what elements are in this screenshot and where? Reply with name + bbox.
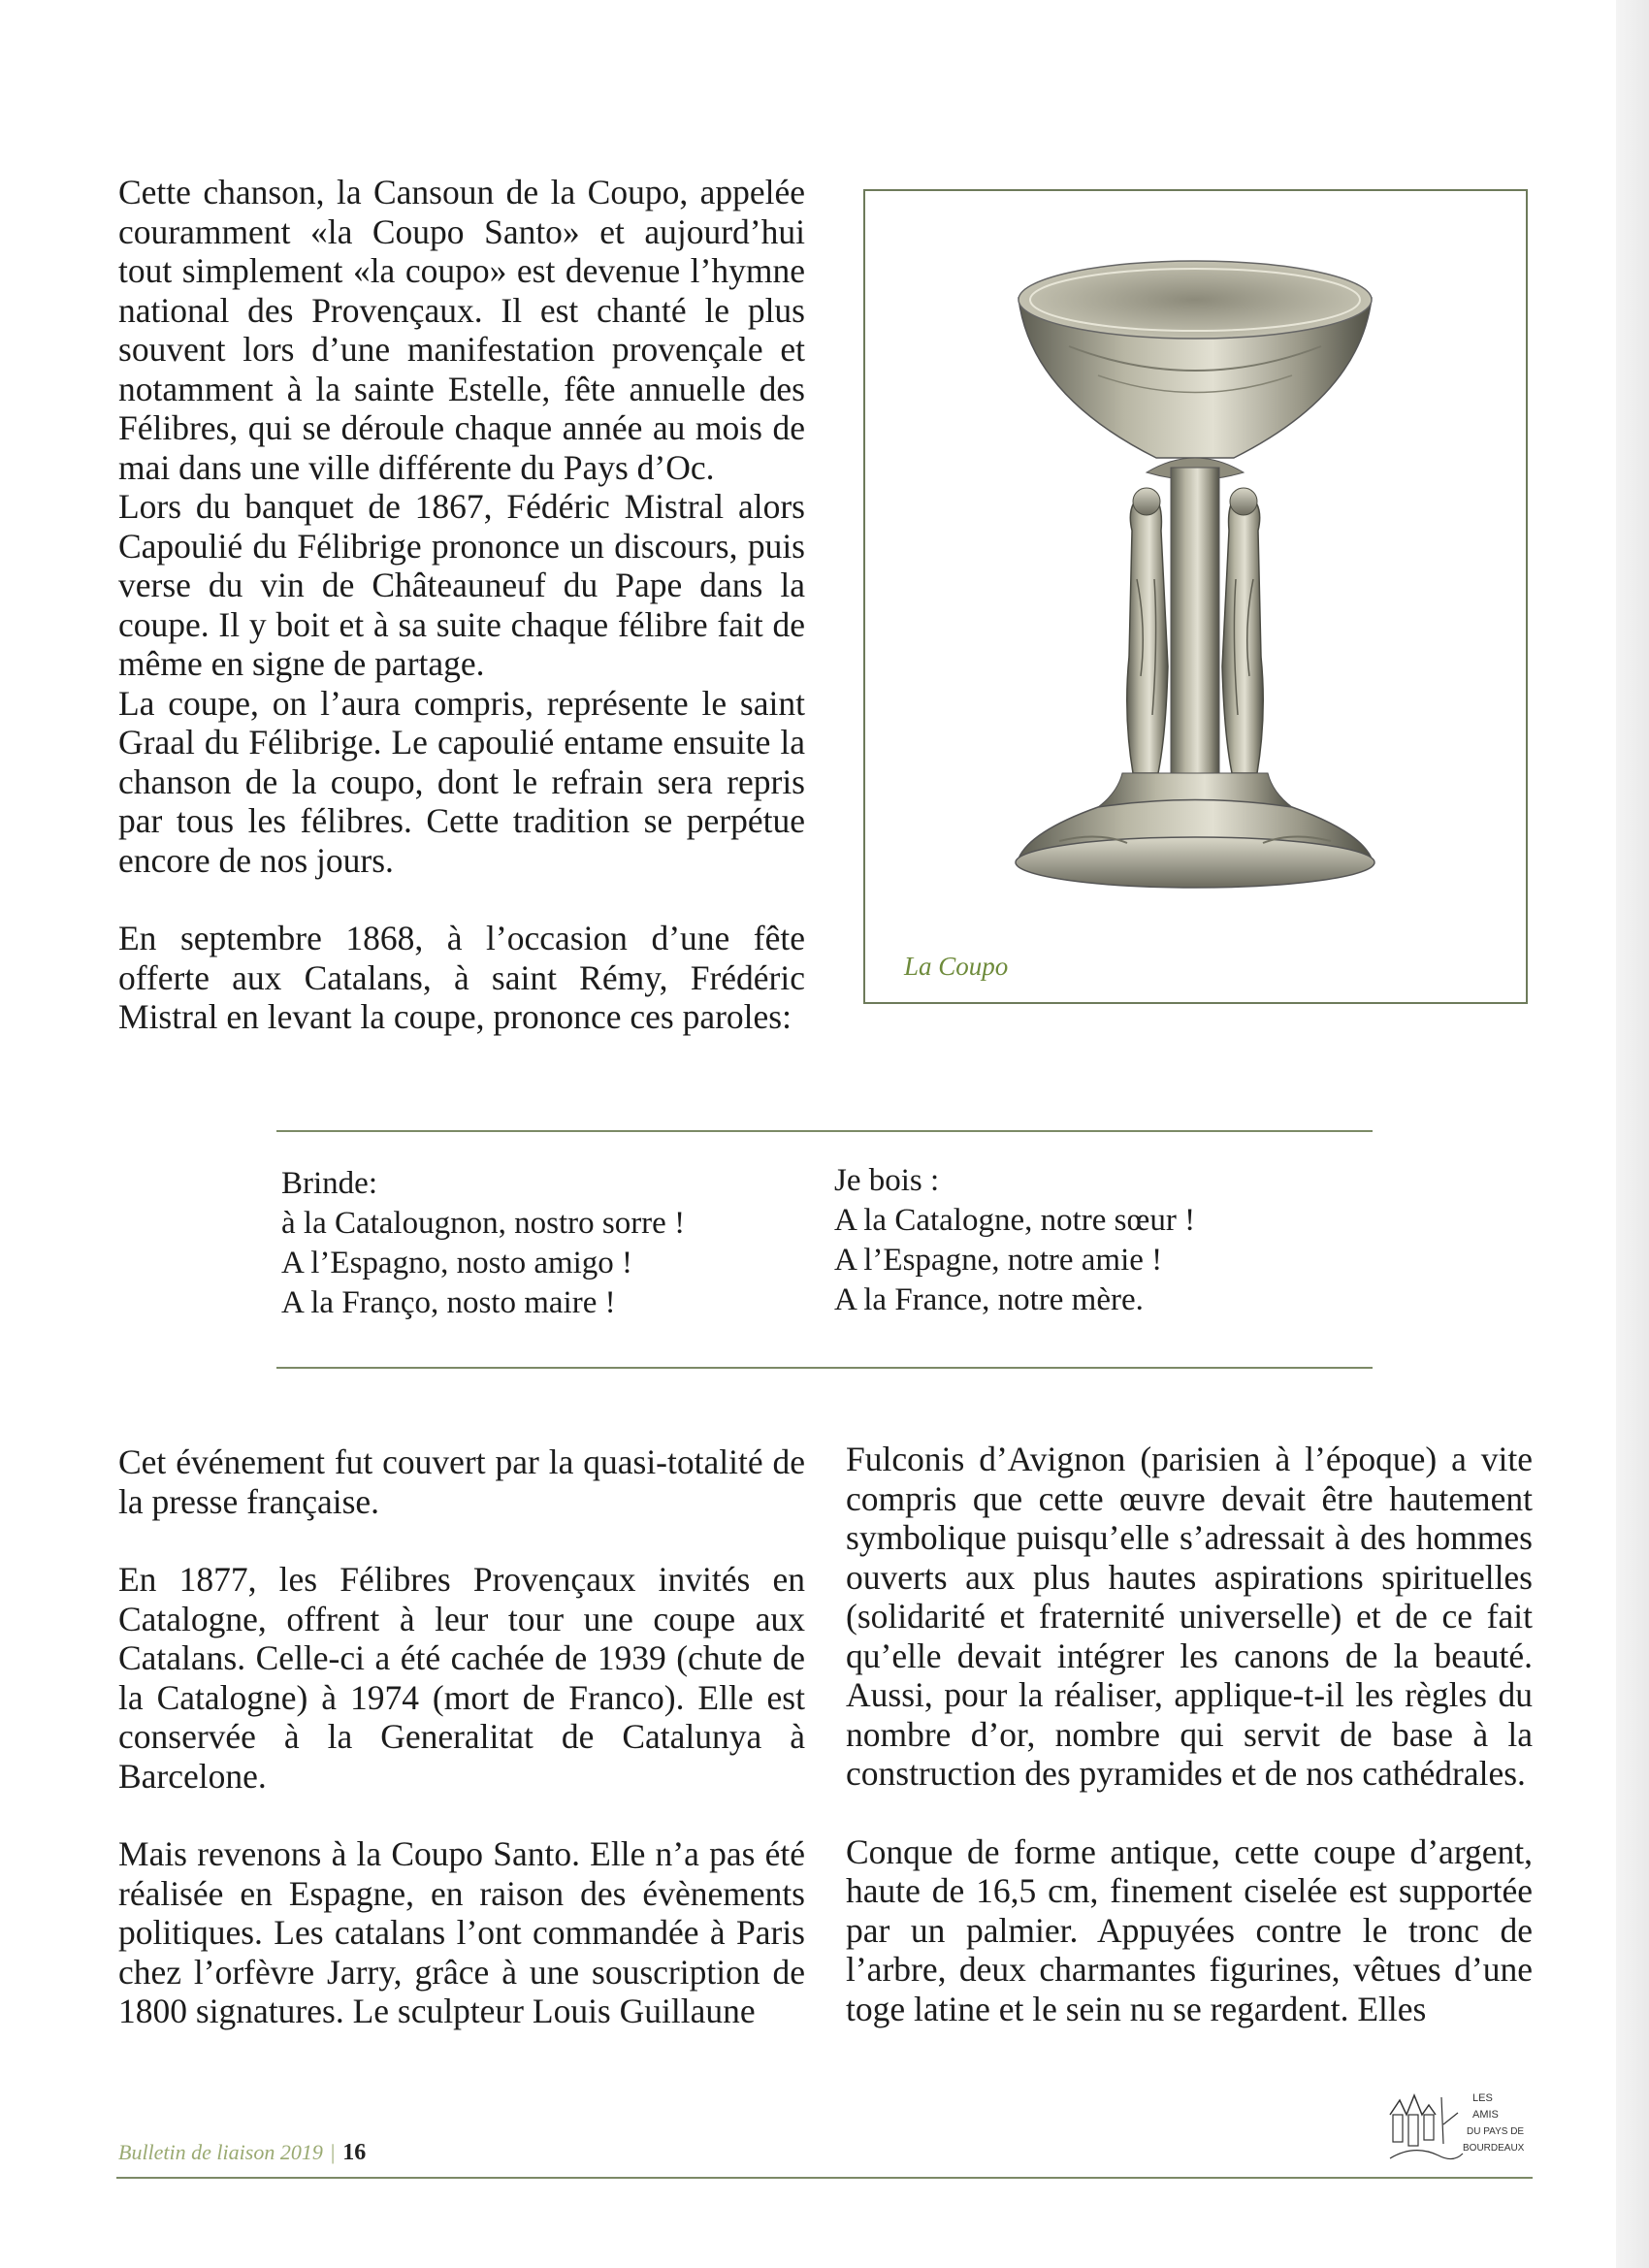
paragraph: Lors du banquet de 1867, Fédéric Mistral alors Capoulié du Félibrige prononce un discours, puis verse du vin de Châteauneuf du Pape dans la coupe. Il y boit et à sa suite chaque félibre fait de même en signe de partage. <box>118 487 805 683</box>
paragraph: En 1877, les Félibres Provençaux invités en Catalogne, offrent à leur tour une coupe aux Catalans. Celle-ci a été cachée de 1939 (chute de la Catalogne) à 1974 (mort de Franco). Elle est conservée à la Generalitat de Catalunya à Barcelone. <box>118 1560 805 1796</box>
poem-line: Brinde: <box>281 1166 377 1201</box>
poem-line: A la Catalogne, notre sœur ! <box>834 1203 1196 1238</box>
poem-line: A l’Espagne, notre amie ! <box>834 1243 1163 1278</box>
paragraph: Cet événement fut couvert par la quasi-totalité de la presse française. <box>118 1442 805 1521</box>
paragraph: Fulconis d’Avignon (parisien à l’époque) a vite compris que cette œuvre devait être hautement symbolique puisqu’elle s’adressait à des hommes ouverts aux plus hautes aspirations spirituelles (solidarité et fraternité universelle) et de ce fait qu’elle devait intégrer les canons de la beauté. Aussi, pour la réaliser, applique-t-il les règles du nombre d’or, nombre qui servit de base à la construction des pyramides et de nos cathédrales. <box>846 1440 1533 1793</box>
svg-text:LES: LES <box>1472 2092 1493 2104</box>
poem-top-rule <box>276 1130 1373 1132</box>
figure-caption: La Coupo <box>904 952 1009 981</box>
right-text-column <box>846 1440 1533 2028</box>
poem-bottom-rule <box>276 1367 1373 1369</box>
paragraph: Cette chanson, la Cansoun de la Coupo, appelée couramment «la Coupo Santo» et aujourd’hui tout simplement «la coupo» est devenue l’hymne national des Provençaux. Il est chanté le plus souvent lors d’une manifestation provençale et notamment à la sainte Estelle, fête annuelle des Félibres, qui se déroule chaque année au mois de mai dans une ville différente du Pays d’Oc. <box>118 173 805 487</box>
svg-text:BOURDEAUX: BOURDEAUX <box>1463 2143 1525 2154</box>
poem-provencal <box>281 1164 685 1323</box>
poem-french <box>834 1161 1195 1320</box>
svg-text:DU PAYS DE: DU PAYS DE <box>1467 2126 1525 2137</box>
page-edge-shadow <box>1616 0 1649 2268</box>
intro-text-column <box>118 173 805 1037</box>
poem-line: Je bois : <box>834 1163 940 1198</box>
svg-text:AMIS: AMIS <box>1472 2109 1499 2121</box>
paragraph: La coupe, on l’aura compris, représente le saint Graal du Félibrige. Le capoulié entame ensuite la chanson de la coupo, dont le refrain sera repris par tous les félibres. Cette tradition se perpétue encore de nos jours. <box>118 683 805 880</box>
poem-line: A la Franço, nosto maire ! <box>281 1285 616 1320</box>
coupo-photo <box>904 211 1486 928</box>
page-footer <box>118 2140 366 2166</box>
figure-frame <box>863 189 1528 1004</box>
paragraph: Mais revenons à la Coupo Santo. Elle n’a pas été réalisée en Espagne, en raison des évènements politiques. Les catalans l’ont commandée à Paris chez l’orfèvre Jarry, grâce à une souscription de 1800 signatures. Le sculpteur Louis Guillaune <box>118 1834 805 2030</box>
left-text-column <box>118 1442 805 2031</box>
footer-rule <box>116 2177 1533 2179</box>
paragraph: Conque de forme antique, cette coupe d’argent, haute de 16,5 cm, finement ciselée est supportée par un palmier. Appuyées contre le tronc de l’arbre, deux charmantes figurines, vêtues d’une toge latine et le sein nu se regardent. Elles <box>846 1831 1533 2028</box>
paragraph: En septembre 1868, à l’occasion d’une fête offerte aux Catalans, à saint Rémy, Frédéric Mistral en levant la coupe, prononce ces paroles: <box>118 919 805 1036</box>
publication-name: Bulletin de liaison 2019 <box>118 2140 323 2164</box>
poem-line: A l’Espagno, nosto amigo ! <box>281 1246 633 1280</box>
association-logo <box>1385 2086 1540 2173</box>
page-number: 16 <box>342 2140 367 2165</box>
poem-line: à la Catalougnon, nostro sorre ! <box>281 1206 686 1241</box>
footer-separator: | <box>330 2140 336 2164</box>
poem-line: A la France, notre mère. <box>834 1282 1144 1317</box>
